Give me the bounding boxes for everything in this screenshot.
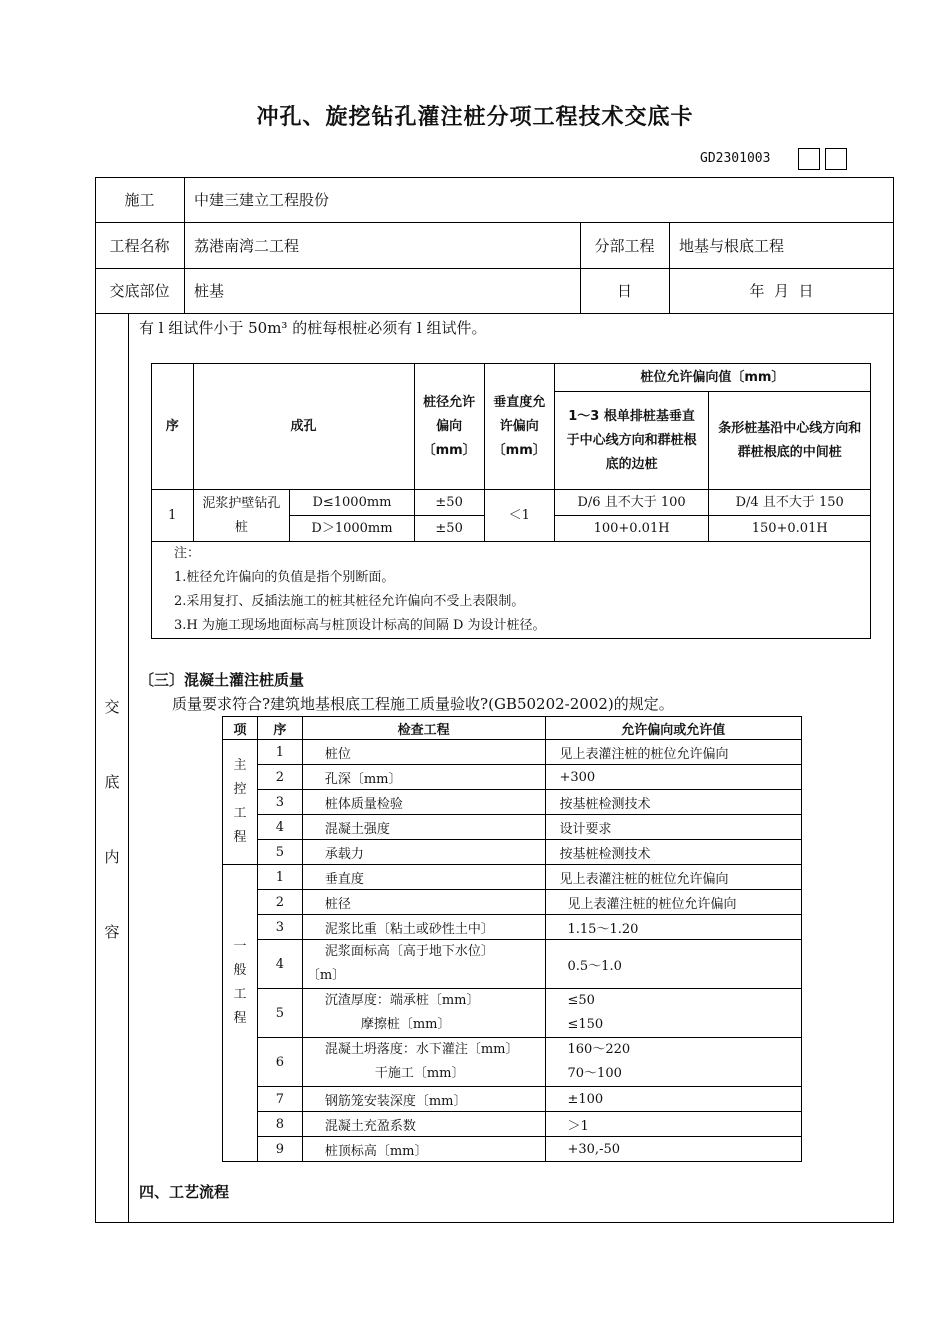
header-verticality-deviation: 垂直度允许偏向〔mm〕 bbox=[484, 364, 554, 490]
side-label-char: 内 bbox=[104, 848, 120, 866]
group-char: 主 bbox=[233, 758, 247, 773]
row-check: 桩体质量检验 bbox=[302, 790, 545, 815]
location-label: 交底部位 bbox=[109, 282, 170, 300]
date-label: 日 bbox=[616, 282, 632, 300]
cell-position-edge: D/6 且不大于 100 bbox=[554, 490, 709, 516]
row-check bbox=[302, 989, 545, 1038]
checkbox-1[interactable] bbox=[798, 148, 820, 170]
divider bbox=[95, 313, 894, 314]
row-check-line: 干施工〔mm〕 bbox=[374, 1066, 465, 1081]
row-check: 承载力 bbox=[302, 840, 545, 865]
row-seq: 1 bbox=[257, 740, 302, 765]
note-line: 3.H 为施工现场地面标高与桩顶设计标高的间隔 D 为设计桩径。 bbox=[174, 618, 546, 633]
cell-verticality: ＜1 bbox=[484, 490, 554, 542]
row-allowance: 设计要求 bbox=[545, 815, 802, 840]
location-value: 桩基 bbox=[194, 282, 225, 300]
row-seq: 5 bbox=[257, 840, 302, 865]
side-label-char: 交 bbox=[104, 698, 120, 716]
row-check-line: 摩擦桩〔mm〕 bbox=[360, 1017, 451, 1032]
cell-diameter-range: D≤1000mm bbox=[290, 490, 414, 516]
row-allowance: +300 bbox=[545, 765, 802, 790]
subproject-label: 分部工程 bbox=[594, 236, 655, 255]
row-check: 桩位 bbox=[302, 740, 545, 765]
row-check: 垂直度 bbox=[302, 865, 545, 890]
row-allowance: 按基桩检测技术 bbox=[545, 840, 802, 865]
row-check: 孔深〔mm〕 bbox=[302, 765, 545, 790]
group-char: 程 bbox=[233, 1011, 247, 1026]
cell-diameter-deviation: ±50 bbox=[414, 516, 484, 542]
row-seq: 1 bbox=[152, 490, 194, 542]
main-control-group bbox=[223, 740, 258, 865]
cell-position-middle: 150+0.01H bbox=[709, 516, 871, 542]
note-line: 1.桩径允许偏向的负值是指个别断面。 bbox=[174, 570, 395, 585]
row-seq: 6 bbox=[257, 1038, 302, 1087]
header-seq: 序 bbox=[152, 364, 194, 490]
section-4-title: 四、工艺流程 bbox=[139, 1183, 230, 1201]
row-seq: 4 bbox=[257, 815, 302, 840]
row-check: 桩径 bbox=[302, 890, 545, 915]
intro-line: 有 l 组试件小于 50m³ 的桩每根桩必须有 l 组试件。 bbox=[139, 319, 487, 337]
construction-label: 施工 bbox=[124, 191, 155, 209]
row-seq: 3 bbox=[257, 915, 302, 940]
row-check-line: 混凝土坍落度：水下灌注〔mm〕 bbox=[324, 1042, 519, 1057]
header-position-edge: 1～3 根单排桩基垂直于中心线方向和群桩根底的边桩 bbox=[554, 392, 709, 490]
row-allowance: +30,-50 bbox=[545, 1137, 802, 1162]
row-seq: 3 bbox=[257, 790, 302, 815]
header-seq: 序 bbox=[257, 717, 302, 740]
row-seq: 8 bbox=[257, 1112, 302, 1137]
page-title: 冲孔、旋挖钻孔灌注桩分项工程技术交底卡 bbox=[256, 105, 694, 130]
project-label: 工程名称 bbox=[109, 236, 170, 255]
side-label-char: 底 bbox=[104, 773, 120, 791]
cell-position-edge: 100+0.01H bbox=[554, 516, 709, 542]
side-label-char: 容 bbox=[104, 923, 120, 941]
row-check: 钢筋笼安装深度〔mm〕 bbox=[302, 1087, 545, 1112]
note-line: 注： bbox=[174, 546, 201, 561]
row-check-line: 〔m〕 bbox=[306, 968, 346, 983]
row-allowance-line: ≤50 bbox=[567, 993, 595, 1008]
row-check: 桩顶标高〔mm〕 bbox=[302, 1137, 545, 1162]
row-allowance: ＞1 bbox=[545, 1112, 802, 1137]
row-seq: 4 bbox=[257, 940, 302, 989]
row-seq: 2 bbox=[257, 890, 302, 915]
row-allowance: 1.15～1.20 bbox=[545, 915, 802, 940]
document-code: GD2301003 bbox=[700, 151, 771, 166]
header-hole: 成孔 bbox=[193, 364, 414, 490]
header-position-middle: 条形桩基沿中心线方向和群桩根底的中间桩 bbox=[709, 392, 871, 490]
group-char: 工 bbox=[233, 806, 247, 821]
divider bbox=[128, 313, 129, 1223]
row-check-line: 沉渣厚度：端承桩〔mm〕 bbox=[324, 993, 480, 1008]
row-allowance: 见上表灌注桩的桩位允许偏向 bbox=[545, 740, 802, 765]
row-allowance bbox=[545, 989, 802, 1038]
header-diameter-deviation: 桩径允许偏向〔mm〕 bbox=[414, 364, 484, 490]
group-char: 一 bbox=[233, 939, 247, 954]
header-allowance: 允许偏向或允许值 bbox=[545, 717, 802, 740]
general-group bbox=[223, 865, 258, 1162]
row-allowance: 按基桩检测技术 bbox=[545, 790, 802, 815]
section-3-text: 质量要求符合?建筑地基根底工程施工质量验收?(GB50202-2002)的规定。 bbox=[172, 695, 674, 713]
section-3-title: 〔三〕混凝土灌注桩质量 bbox=[139, 671, 305, 689]
row-check: 混凝土强度 bbox=[302, 815, 545, 840]
subproject-value: 地基与根底工程 bbox=[679, 236, 785, 255]
project-value: 荔港南湾二工程 bbox=[194, 236, 300, 255]
header-check: 检查工程 bbox=[302, 717, 545, 740]
row-check bbox=[302, 940, 545, 989]
divider bbox=[184, 177, 185, 313]
row-seq: 5 bbox=[257, 989, 302, 1038]
row-seq: 7 bbox=[257, 1087, 302, 1112]
cell-position-middle: D/4 且不大于 150 bbox=[709, 490, 871, 516]
row-allowance: 见上表灌注桩的桩位允许偏向 bbox=[545, 865, 802, 890]
row-allowance bbox=[545, 1038, 802, 1087]
row-allowance-line: 70～100 bbox=[567, 1066, 622, 1081]
row-allowance: 0.5～1.0 bbox=[545, 940, 802, 989]
note-line: 2.采用复打、反插法施工的桩其桩径允许偏向不受上表限制。 bbox=[174, 594, 525, 609]
quality-table bbox=[222, 716, 802, 1162]
deviation-table bbox=[151, 363, 871, 639]
checkbox-2[interactable] bbox=[825, 148, 847, 170]
cell-diameter-range: D＞1000mm bbox=[290, 516, 414, 542]
row-allowance: ±100 bbox=[545, 1087, 802, 1112]
row-check: 泥浆比重〔粘土或砂性土中〕 bbox=[302, 915, 545, 940]
group-char: 程 bbox=[233, 830, 247, 845]
cell-diameter-deviation: ±50 bbox=[414, 490, 484, 516]
header-item: 项 bbox=[223, 717, 258, 740]
row-check: 混凝土充盈系数 bbox=[302, 1112, 545, 1137]
row-allowance: 见上表灌注桩的桩位允许偏向 bbox=[545, 890, 802, 915]
date-value: 年 月 日 bbox=[749, 282, 814, 300]
row-seq: 1 bbox=[257, 865, 302, 890]
group-char: 般 bbox=[233, 963, 247, 978]
row-seq: 9 bbox=[257, 1137, 302, 1162]
row-seq: 2 bbox=[257, 765, 302, 790]
group-char: 工 bbox=[233, 987, 247, 1002]
row-allowance-line: ≤150 bbox=[567, 1017, 604, 1032]
row-check-line: 泥浆面标高〔高于地下水位〕 bbox=[324, 944, 494, 959]
row-method: 泥浆护壁钻孔桩 bbox=[193, 490, 290, 542]
row-check bbox=[302, 1038, 545, 1087]
construction-value: 中建三建立工程股份 bbox=[194, 191, 330, 209]
group-char: 控 bbox=[233, 782, 247, 797]
row-allowance-line: 160～220 bbox=[567, 1042, 631, 1057]
header-position-deviation: 桩位允许偏向值〔mm〕 bbox=[554, 364, 870, 392]
